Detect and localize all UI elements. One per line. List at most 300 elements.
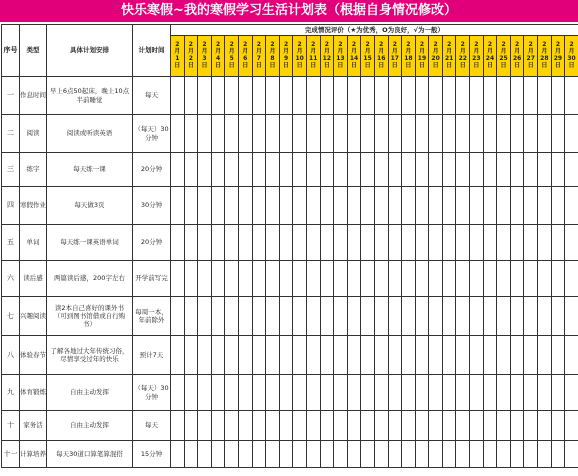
evaluation-cell[interactable] <box>361 153 375 187</box>
evaluation-cell[interactable] <box>470 336 484 375</box>
evaluation-cell[interactable] <box>306 115 320 153</box>
evaluation-cell[interactable] <box>565 261 578 297</box>
evaluation-cell[interactable] <box>374 225 388 261</box>
evaluation-cell[interactable] <box>252 225 266 261</box>
evaluation-cell[interactable] <box>347 297 361 336</box>
evaluation-cell[interactable] <box>565 225 578 261</box>
evaluation-cell[interactable] <box>171 187 185 225</box>
evaluation-cell[interactable] <box>551 115 565 153</box>
evaluation-cell[interactable] <box>279 375 293 411</box>
evaluation-cell[interactable] <box>510 375 524 411</box>
evaluation-cell[interactable] <box>198 153 212 187</box>
evaluation-cell[interactable] <box>293 115 307 153</box>
evaluation-cell[interactable] <box>374 441 388 468</box>
evaluation-cell[interactable] <box>252 153 266 187</box>
evaluation-cell[interactable] <box>238 187 252 225</box>
evaluation-cell[interactable] <box>442 153 456 187</box>
evaluation-cell[interactable] <box>538 261 552 297</box>
evaluation-cell[interactable] <box>442 225 456 261</box>
evaluation-cell[interactable] <box>524 187 538 225</box>
evaluation-cell[interactable] <box>429 411 443 441</box>
evaluation-cell[interactable] <box>347 336 361 375</box>
evaluation-cell[interactable] <box>497 225 511 261</box>
evaluation-cell[interactable] <box>198 411 212 441</box>
evaluation-cell[interactable] <box>456 261 470 297</box>
evaluation-cell[interactable] <box>456 441 470 468</box>
evaluation-cell[interactable] <box>429 187 443 225</box>
evaluation-cell[interactable] <box>334 261 348 297</box>
evaluation-cell[interactable] <box>279 261 293 297</box>
evaluation-cell[interactable] <box>198 297 212 336</box>
evaluation-cell[interactable] <box>442 261 456 297</box>
evaluation-cell[interactable] <box>347 115 361 153</box>
evaluation-cell[interactable] <box>442 375 456 411</box>
evaluation-cell[interactable] <box>524 153 538 187</box>
evaluation-cell[interactable] <box>306 336 320 375</box>
evaluation-cell[interactable] <box>402 77 416 115</box>
evaluation-cell[interactable] <box>565 77 578 115</box>
evaluation-cell[interactable] <box>429 225 443 261</box>
evaluation-cell[interactable] <box>470 411 484 441</box>
evaluation-cell[interactable] <box>551 411 565 441</box>
evaluation-cell[interactable] <box>211 336 225 375</box>
evaluation-cell[interactable] <box>334 115 348 153</box>
evaluation-cell[interactable] <box>252 375 266 411</box>
evaluation-cell[interactable] <box>266 441 280 468</box>
evaluation-cell[interactable] <box>456 411 470 441</box>
evaluation-cell[interactable] <box>320 375 334 411</box>
evaluation-cell[interactable] <box>225 441 239 468</box>
evaluation-cell[interactable] <box>238 261 252 297</box>
evaluation-cell[interactable] <box>279 153 293 187</box>
evaluation-cell[interactable] <box>510 77 524 115</box>
evaluation-cell[interactable] <box>211 261 225 297</box>
evaluation-cell[interactable] <box>184 336 198 375</box>
evaluation-cell[interactable] <box>429 153 443 187</box>
evaluation-cell[interactable] <box>293 261 307 297</box>
evaluation-cell[interactable] <box>456 297 470 336</box>
evaluation-cell[interactable] <box>483 297 497 336</box>
evaluation-cell[interactable] <box>211 187 225 225</box>
evaluation-cell[interactable] <box>238 153 252 187</box>
evaluation-cell[interactable] <box>225 375 239 411</box>
evaluation-cell[interactable] <box>334 375 348 411</box>
evaluation-cell[interactable] <box>361 77 375 115</box>
evaluation-cell[interactable] <box>266 375 280 411</box>
evaluation-cell[interactable] <box>361 375 375 411</box>
evaluation-cell[interactable] <box>510 297 524 336</box>
evaluation-cell[interactable] <box>293 153 307 187</box>
evaluation-cell[interactable] <box>565 187 578 225</box>
evaluation-cell[interactable] <box>565 336 578 375</box>
evaluation-cell[interactable] <box>252 187 266 225</box>
evaluation-cell[interactable] <box>524 336 538 375</box>
evaluation-cell[interactable] <box>429 441 443 468</box>
evaluation-cell[interactable] <box>279 297 293 336</box>
evaluation-cell[interactable] <box>279 336 293 375</box>
evaluation-cell[interactable] <box>347 261 361 297</box>
evaluation-cell[interactable] <box>497 77 511 115</box>
evaluation-cell[interactable] <box>415 261 429 297</box>
evaluation-cell[interactable] <box>415 153 429 187</box>
evaluation-cell[interactable] <box>456 153 470 187</box>
evaluation-cell[interactable] <box>565 375 578 411</box>
evaluation-cell[interactable] <box>429 77 443 115</box>
evaluation-cell[interactable] <box>306 441 320 468</box>
evaluation-cell[interactable] <box>293 77 307 115</box>
evaluation-cell[interactable] <box>551 297 565 336</box>
evaluation-cell[interactable] <box>293 336 307 375</box>
evaluation-cell[interactable] <box>374 336 388 375</box>
evaluation-cell[interactable] <box>551 375 565 411</box>
evaluation-cell[interactable] <box>429 297 443 336</box>
evaluation-cell[interactable] <box>538 187 552 225</box>
evaluation-cell[interactable] <box>184 375 198 411</box>
evaluation-cell[interactable] <box>238 411 252 441</box>
evaluation-cell[interactable] <box>415 411 429 441</box>
evaluation-cell[interactable] <box>334 441 348 468</box>
evaluation-cell[interactable] <box>551 187 565 225</box>
evaluation-cell[interactable] <box>361 225 375 261</box>
evaluation-cell[interactable] <box>279 411 293 441</box>
evaluation-cell[interactable] <box>306 153 320 187</box>
evaluation-cell[interactable] <box>266 115 280 153</box>
evaluation-cell[interactable] <box>510 411 524 441</box>
evaluation-cell[interactable] <box>279 225 293 261</box>
evaluation-cell[interactable] <box>402 153 416 187</box>
evaluation-cell[interactable] <box>361 336 375 375</box>
evaluation-cell[interactable] <box>497 441 511 468</box>
evaluation-cell[interactable] <box>388 441 402 468</box>
evaluation-cell[interactable] <box>374 297 388 336</box>
evaluation-cell[interactable] <box>238 115 252 153</box>
evaluation-cell[interactable] <box>306 77 320 115</box>
evaluation-cell[interactable] <box>334 187 348 225</box>
evaluation-cell[interactable] <box>198 77 212 115</box>
evaluation-cell[interactable] <box>483 153 497 187</box>
evaluation-cell[interactable] <box>334 153 348 187</box>
evaluation-cell[interactable] <box>538 441 552 468</box>
evaluation-cell[interactable] <box>388 336 402 375</box>
evaluation-cell[interactable] <box>320 77 334 115</box>
evaluation-cell[interactable] <box>211 441 225 468</box>
evaluation-cell[interactable] <box>266 77 280 115</box>
evaluation-cell[interactable] <box>238 441 252 468</box>
evaluation-cell[interactable] <box>470 225 484 261</box>
evaluation-cell[interactable] <box>225 336 239 375</box>
evaluation-cell[interactable] <box>184 411 198 441</box>
evaluation-cell[interactable] <box>306 411 320 441</box>
evaluation-cell[interactable] <box>388 77 402 115</box>
evaluation-cell[interactable] <box>402 336 416 375</box>
evaluation-cell[interactable] <box>456 187 470 225</box>
evaluation-cell[interactable] <box>402 187 416 225</box>
evaluation-cell[interactable] <box>538 411 552 441</box>
evaluation-cell[interactable] <box>184 187 198 225</box>
evaluation-cell[interactable] <box>171 297 185 336</box>
evaluation-cell[interactable] <box>510 225 524 261</box>
evaluation-cell[interactable] <box>334 225 348 261</box>
evaluation-cell[interactable] <box>374 261 388 297</box>
evaluation-cell[interactable] <box>456 77 470 115</box>
evaluation-cell[interactable] <box>293 225 307 261</box>
evaluation-cell[interactable] <box>483 115 497 153</box>
evaluation-cell[interactable] <box>497 375 511 411</box>
evaluation-cell[interactable] <box>388 297 402 336</box>
evaluation-cell[interactable] <box>551 261 565 297</box>
evaluation-cell[interactable] <box>361 187 375 225</box>
evaluation-cell[interactable] <box>211 375 225 411</box>
evaluation-cell[interactable] <box>510 441 524 468</box>
evaluation-cell[interactable] <box>510 153 524 187</box>
evaluation-cell[interactable] <box>470 441 484 468</box>
evaluation-cell[interactable] <box>198 225 212 261</box>
evaluation-cell[interactable] <box>320 411 334 441</box>
evaluation-cell[interactable] <box>293 441 307 468</box>
evaluation-cell[interactable] <box>415 225 429 261</box>
evaluation-cell[interactable] <box>470 375 484 411</box>
evaluation-cell[interactable] <box>347 225 361 261</box>
evaluation-cell[interactable] <box>198 115 212 153</box>
evaluation-cell[interactable] <box>320 225 334 261</box>
evaluation-cell[interactable] <box>252 336 266 375</box>
evaluation-cell[interactable] <box>198 261 212 297</box>
evaluation-cell[interactable] <box>415 441 429 468</box>
evaluation-cell[interactable] <box>483 225 497 261</box>
evaluation-cell[interactable] <box>456 336 470 375</box>
evaluation-cell[interactable] <box>456 115 470 153</box>
evaluation-cell[interactable] <box>402 115 416 153</box>
evaluation-cell[interactable] <box>334 336 348 375</box>
evaluation-cell[interactable] <box>524 297 538 336</box>
evaluation-cell[interactable] <box>238 336 252 375</box>
evaluation-cell[interactable] <box>374 115 388 153</box>
evaluation-cell[interactable] <box>320 187 334 225</box>
evaluation-cell[interactable] <box>320 261 334 297</box>
evaluation-cell[interactable] <box>198 375 212 411</box>
evaluation-cell[interactable] <box>415 336 429 375</box>
evaluation-cell[interactable] <box>538 225 552 261</box>
evaluation-cell[interactable] <box>252 441 266 468</box>
evaluation-cell[interactable] <box>252 115 266 153</box>
evaluation-cell[interactable] <box>198 187 212 225</box>
evaluation-cell[interactable] <box>538 336 552 375</box>
evaluation-cell[interactable] <box>238 225 252 261</box>
evaluation-cell[interactable] <box>524 77 538 115</box>
evaluation-cell[interactable] <box>225 153 239 187</box>
evaluation-cell[interactable] <box>510 187 524 225</box>
evaluation-cell[interactable] <box>266 261 280 297</box>
evaluation-cell[interactable] <box>524 411 538 441</box>
evaluation-cell[interactable] <box>320 441 334 468</box>
evaluation-cell[interactable] <box>171 77 185 115</box>
evaluation-cell[interactable] <box>171 225 185 261</box>
evaluation-cell[interactable] <box>538 375 552 411</box>
evaluation-cell[interactable] <box>334 297 348 336</box>
evaluation-cell[interactable] <box>551 336 565 375</box>
evaluation-cell[interactable] <box>442 441 456 468</box>
evaluation-cell[interactable] <box>456 225 470 261</box>
evaluation-cell[interactable] <box>279 187 293 225</box>
evaluation-cell[interactable] <box>415 297 429 336</box>
evaluation-cell[interactable] <box>470 77 484 115</box>
evaluation-cell[interactable] <box>306 297 320 336</box>
evaluation-cell[interactable] <box>211 225 225 261</box>
evaluation-cell[interactable] <box>320 115 334 153</box>
evaluation-cell[interactable] <box>538 115 552 153</box>
evaluation-cell[interactable] <box>238 77 252 115</box>
evaluation-cell[interactable] <box>510 336 524 375</box>
evaluation-cell[interactable] <box>184 441 198 468</box>
evaluation-cell[interactable] <box>211 297 225 336</box>
evaluation-cell[interactable] <box>361 115 375 153</box>
evaluation-cell[interactable] <box>374 187 388 225</box>
evaluation-cell[interactable] <box>361 297 375 336</box>
evaluation-cell[interactable] <box>225 261 239 297</box>
evaluation-cell[interactable] <box>551 77 565 115</box>
evaluation-cell[interactable] <box>334 77 348 115</box>
evaluation-cell[interactable] <box>252 261 266 297</box>
evaluation-cell[interactable] <box>252 297 266 336</box>
evaluation-cell[interactable] <box>334 411 348 441</box>
evaluation-cell[interactable] <box>402 411 416 441</box>
evaluation-cell[interactable] <box>551 441 565 468</box>
evaluation-cell[interactable] <box>211 115 225 153</box>
evaluation-cell[interactable] <box>293 187 307 225</box>
evaluation-cell[interactable] <box>266 297 280 336</box>
evaluation-cell[interactable] <box>442 115 456 153</box>
evaluation-cell[interactable] <box>347 411 361 441</box>
evaluation-cell[interactable] <box>429 336 443 375</box>
evaluation-cell[interactable] <box>252 411 266 441</box>
evaluation-cell[interactable] <box>266 187 280 225</box>
evaluation-cell[interactable] <box>293 375 307 411</box>
evaluation-cell[interactable] <box>429 375 443 411</box>
evaluation-cell[interactable] <box>483 441 497 468</box>
evaluation-cell[interactable] <box>388 115 402 153</box>
evaluation-cell[interactable] <box>225 77 239 115</box>
evaluation-cell[interactable] <box>388 225 402 261</box>
evaluation-cell[interactable] <box>361 261 375 297</box>
evaluation-cell[interactable] <box>415 115 429 153</box>
evaluation-cell[interactable] <box>361 411 375 441</box>
evaluation-cell[interactable] <box>361 441 375 468</box>
evaluation-cell[interactable] <box>551 225 565 261</box>
evaluation-cell[interactable] <box>238 375 252 411</box>
evaluation-cell[interactable] <box>306 187 320 225</box>
evaluation-cell[interactable] <box>483 336 497 375</box>
evaluation-cell[interactable] <box>429 261 443 297</box>
evaluation-cell[interactable] <box>470 187 484 225</box>
evaluation-cell[interactable] <box>225 297 239 336</box>
evaluation-cell[interactable] <box>402 375 416 411</box>
evaluation-cell[interactable] <box>470 297 484 336</box>
evaluation-cell[interactable] <box>524 261 538 297</box>
evaluation-cell[interactable] <box>483 411 497 441</box>
evaluation-cell[interactable] <box>442 187 456 225</box>
evaluation-cell[interactable] <box>538 77 552 115</box>
evaluation-cell[interactable] <box>279 441 293 468</box>
evaluation-cell[interactable] <box>347 187 361 225</box>
evaluation-cell[interactable] <box>347 441 361 468</box>
evaluation-cell[interactable] <box>415 77 429 115</box>
evaluation-cell[interactable] <box>565 115 578 153</box>
evaluation-cell[interactable] <box>415 187 429 225</box>
evaluation-cell[interactable] <box>470 153 484 187</box>
evaluation-cell[interactable] <box>171 115 185 153</box>
evaluation-cell[interactable] <box>402 225 416 261</box>
evaluation-cell[interactable] <box>497 115 511 153</box>
evaluation-cell[interactable] <box>293 297 307 336</box>
evaluation-cell[interactable] <box>320 153 334 187</box>
evaluation-cell[interactable] <box>184 77 198 115</box>
evaluation-cell[interactable] <box>374 411 388 441</box>
evaluation-cell[interactable] <box>442 297 456 336</box>
evaluation-cell[interactable] <box>510 115 524 153</box>
evaluation-cell[interactable] <box>225 411 239 441</box>
evaluation-cell[interactable] <box>171 411 185 441</box>
evaluation-cell[interactable] <box>279 115 293 153</box>
evaluation-cell[interactable] <box>538 153 552 187</box>
evaluation-cell[interactable] <box>266 153 280 187</box>
evaluation-cell[interactable] <box>524 375 538 411</box>
evaluation-cell[interactable] <box>211 153 225 187</box>
evaluation-cell[interactable] <box>293 411 307 441</box>
evaluation-cell[interactable] <box>374 153 388 187</box>
evaluation-cell[interactable] <box>497 411 511 441</box>
evaluation-cell[interactable] <box>306 261 320 297</box>
evaluation-cell[interactable] <box>483 77 497 115</box>
evaluation-cell[interactable] <box>347 77 361 115</box>
evaluation-cell[interactable] <box>429 115 443 153</box>
evaluation-cell[interactable] <box>497 297 511 336</box>
evaluation-cell[interactable] <box>171 441 185 468</box>
evaluation-cell[interactable] <box>184 297 198 336</box>
evaluation-cell[interactable] <box>551 153 565 187</box>
evaluation-cell[interactable] <box>483 187 497 225</box>
evaluation-cell[interactable] <box>184 115 198 153</box>
evaluation-cell[interactable] <box>388 411 402 441</box>
evaluation-cell[interactable] <box>211 411 225 441</box>
evaluation-cell[interactable] <box>238 297 252 336</box>
evaluation-cell[interactable] <box>306 225 320 261</box>
evaluation-cell[interactable] <box>347 375 361 411</box>
evaluation-cell[interactable] <box>320 297 334 336</box>
evaluation-cell[interactable] <box>374 375 388 411</box>
evaluation-cell[interactable] <box>565 441 578 468</box>
evaluation-cell[interactable] <box>510 261 524 297</box>
evaluation-cell[interactable] <box>198 441 212 468</box>
evaluation-cell[interactable] <box>388 375 402 411</box>
evaluation-cell[interactable] <box>171 336 185 375</box>
evaluation-cell[interactable] <box>266 411 280 441</box>
evaluation-cell[interactable] <box>266 225 280 261</box>
evaluation-cell[interactable] <box>442 336 456 375</box>
evaluation-cell[interactable] <box>483 261 497 297</box>
evaluation-cell[interactable] <box>252 77 266 115</box>
evaluation-cell[interactable] <box>171 375 185 411</box>
evaluation-cell[interactable] <box>565 153 578 187</box>
evaluation-cell[interactable] <box>320 336 334 375</box>
evaluation-cell[interactable] <box>470 115 484 153</box>
evaluation-cell[interactable] <box>388 261 402 297</box>
evaluation-cell[interactable] <box>565 411 578 441</box>
evaluation-cell[interactable] <box>225 187 239 225</box>
evaluation-cell[interactable] <box>184 261 198 297</box>
evaluation-cell[interactable] <box>456 375 470 411</box>
evaluation-cell[interactable] <box>538 297 552 336</box>
evaluation-cell[interactable] <box>184 225 198 261</box>
